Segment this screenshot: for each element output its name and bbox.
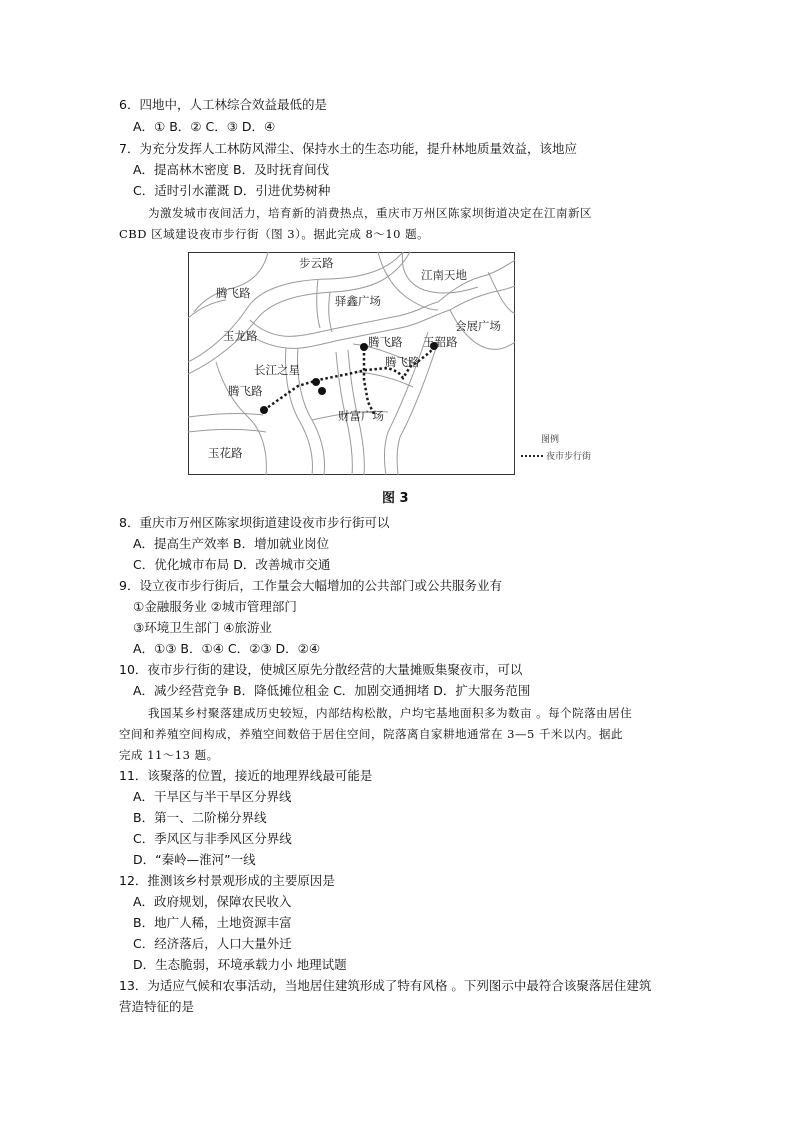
map-label-yulong-road: 玉龙路: [223, 329, 258, 343]
map-label-tengfei-road-3: 腾飞路: [385, 355, 420, 369]
question-13-stem-line-1: 13．为适应气候和农事活动，当地居住建筑形成了特有风格 。下列图示中最符合该聚落居住建筑: [119, 978, 652, 993]
map-label-huizhan-square: 会展广场: [455, 319, 501, 333]
question-9-item-3-4: ③环境卫生部门 ④旅游业: [133, 620, 272, 635]
map-label-caifu-square: 财富广场: [338, 409, 384, 423]
question-12-stem: 12．推测该乡村景观形成的主要原因是: [119, 873, 335, 888]
question-12-option-a: A．政府规划，保障农民收入: [133, 894, 292, 909]
map-label-wangshao-road: 王韶路: [423, 335, 458, 349]
question-12-option-c: C．经济落后，人口大量外迁: [133, 936, 292, 951]
passage-village-line-3: 完成 11～13 题。: [119, 748, 219, 762]
question-8-options-ab: A．提高生产效率 B．增加就业岗位: [133, 536, 330, 551]
night-market-map: [188, 252, 515, 475]
question-12-option-d: D．生态脆弱，环境承载力小 地理试题: [133, 957, 347, 972]
map-legend-title: 图例: [541, 435, 560, 445]
map-label-buyun-road: 步云路: [299, 256, 334, 270]
map-label-yuhua-road: 玉花路: [208, 446, 243, 460]
question-11-option-b: B．第一、二阶梯分界线: [133, 810, 267, 825]
question-9-options: A．①③ B．①④ C．②③ D．②④: [133, 641, 321, 656]
question-8-options-cd: C．优化城市布局 D．改善城市交通: [133, 557, 331, 572]
map-label-tengfei-road-1: 腾飞路: [216, 286, 251, 300]
night-market-node: [360, 343, 368, 351]
question-11-option-c: C．季风区与非季风区分界线: [133, 831, 292, 846]
map-legend-label: 夜市步行街: [546, 452, 592, 462]
question-7-options-cd: C．适时引水灌溉 D．引进优势树种: [133, 183, 331, 198]
question-13-stem-line-2: 营造特征的是: [119, 999, 195, 1014]
night-market-node: [312, 378, 320, 386]
question-12-option-b: B．地广人稀，土地资源丰富: [133, 915, 292, 930]
question-10-stem: 10．夜市步行街的建设，使城区原先分散经营的大量摊贩集聚夜市，可以: [119, 662, 523, 677]
figure-caption: 图 3: [382, 491, 409, 506]
map-legend-item: [521, 449, 591, 462]
map-label-jiangnan-tiandi: 江南天地: [421, 268, 467, 282]
map-label-changjiang-star: 长江之星: [254, 363, 300, 377]
question-11-option-d: D．“秦岭—淮河”一线: [133, 852, 256, 867]
question-11-stem: 11．该聚落的位置，接近的地理界线最可能是: [119, 768, 373, 783]
question-8-stem: 8．重庆市万州区陈家坝街道建设夜市步行街可以: [119, 515, 390, 530]
night-market-node: [260, 406, 268, 414]
night-market-node: [318, 387, 326, 395]
passage-village-line-2: 空间和养殖空间构成，养殖空间数倍于居住空间，院落离自家耕地通常在 3—5 千米以内。据此: [119, 727, 623, 741]
legend-dotted-line-icon: [521, 455, 543, 457]
question-10-options: A．减少经营竞争 B．降低摊位租金 C．加剧交通拥堵 D．扩大服务范围: [133, 683, 531, 698]
question-7-options-ab: A．提高林木密度 B．及时抚育间伐: [133, 162, 330, 177]
passage-intro-line-1: 为激发城市夜间活力，培育新的消费热点，重庆市万州区陈家坝街道决定在江南新区: [148, 206, 592, 220]
map-label-yixin-square: 驿鑫广场: [335, 294, 381, 308]
passage-intro-line-2: CBD 区域建设夜市步行街（图 3）。据此完成 8～10 题。: [119, 227, 430, 241]
question-9-item-1-2: ①金融服务业 ②城市管理部门: [133, 599, 297, 614]
map-label-tengfei-road-4: 腾飞路: [228, 384, 263, 398]
passage-village-line-1: 我国某乡村聚落建成历史较短，内部结构松散，户均宅基地面积多为数亩 。每个院落由居住: [148, 706, 633, 720]
question-6-options: A．① B．② C．③ D．④: [133, 119, 276, 134]
question-11-option-a: A．干旱区与半干旱区分界线: [133, 789, 292, 804]
question-6-stem: 6．四地中，人工林综合效益最低的是: [119, 97, 327, 112]
question-7-stem: 7．为充分发挥人工林防风滞尘、保持水土的生态功能，提升林地质量效益，该地应: [119, 141, 577, 156]
map-label-tengfei-road-2: 腾飞路: [368, 335, 403, 349]
question-9-stem: 9．设立夜市步行街后，工作量会大幅增加的公共部门或公共服务业有: [119, 578, 502, 593]
